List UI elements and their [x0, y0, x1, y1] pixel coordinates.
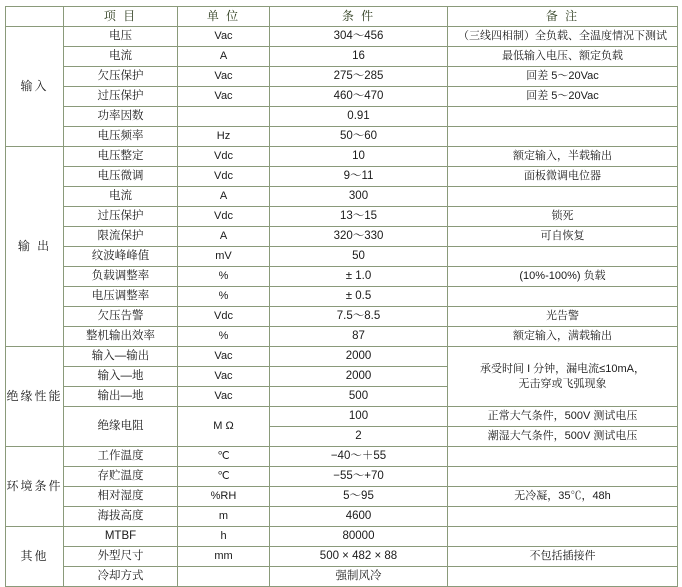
row-item: 电流: [64, 47, 178, 67]
row-condition: 87: [270, 327, 448, 347]
row-unit: Hz: [178, 127, 270, 147]
merged-remark-line1: 承受时间 I 分钟，漏电流≤10mA，: [480, 362, 645, 375]
row-unit: A: [178, 227, 270, 247]
row-unit: mV: [178, 247, 270, 267]
group-label-insulation-text: 绝缘性能: [6, 389, 63, 403]
table-row: [6, 487, 678, 507]
row-remark: 额定输入，满载输出: [448, 327, 678, 347]
table-row: [6, 147, 678, 167]
row-remark: 可自恢复: [448, 227, 678, 247]
row-item: 欠压保护: [64, 67, 178, 87]
row-condition: 500 × 482 × 88: [270, 547, 448, 567]
row-remark: [448, 247, 678, 267]
row-item: 过压保护: [64, 87, 178, 107]
row-condition: −40～＋55: [270, 447, 448, 467]
row-remark: 正常大气条件，500V 测试电压: [448, 407, 678, 427]
group-label-other: [6, 527, 64, 587]
table-row: [6, 447, 678, 467]
row-remark: 不包括插接件: [448, 547, 678, 567]
table-row: [6, 347, 678, 367]
table-row: [6, 67, 678, 87]
row-remark: 回差 5～20Vac: [448, 67, 678, 87]
row-item: 电压频率: [64, 127, 178, 147]
table-body: [6, 27, 678, 587]
row-remark: （三线四相制）全负载、全温度情况下测试: [448, 27, 678, 47]
row-condition: 2000: [270, 367, 448, 387]
row-unit: ℃: [178, 467, 270, 487]
row-item: 过压保护: [64, 207, 178, 227]
group-label-output: 输 出: [6, 147, 64, 347]
row-unit: Vdc: [178, 307, 270, 327]
row-condition: 80000: [270, 527, 448, 547]
row-item: 电流: [64, 187, 178, 207]
table-row: [6, 27, 678, 47]
row-item: 整机输出效率: [64, 327, 178, 347]
row-item: 电压: [64, 27, 178, 47]
header-row: [6, 7, 678, 27]
row-item: 输入—地: [64, 367, 178, 387]
row-condition: 0.91: [270, 107, 448, 127]
row-unit: Vdc: [178, 207, 270, 227]
table-row: [6, 207, 678, 227]
table-row: [6, 307, 678, 327]
table-row: [6, 167, 678, 187]
table-row: [6, 547, 678, 567]
group-label-environment: [6, 447, 64, 527]
row-remark: [448, 447, 678, 467]
table-row: [6, 267, 678, 287]
row-item: 外型尺寸: [64, 547, 178, 567]
row-condition: 320～330: [270, 227, 448, 247]
row-remark: (10%-100%) 负载: [448, 267, 678, 287]
row-condition: 13～15: [270, 207, 448, 227]
table-row: [6, 527, 678, 547]
row-remark-merged: [448, 347, 678, 407]
row-remark: 回差 5～20Vac: [448, 87, 678, 107]
row-unit: Vac: [178, 367, 270, 387]
table-row: [6, 467, 678, 487]
header-item: 项 目: [64, 7, 178, 27]
row-unit: Vac: [178, 387, 270, 407]
table-row: [6, 47, 678, 67]
table-row: [6, 407, 678, 427]
row-condition: 50～60: [270, 127, 448, 147]
table-row: [6, 507, 678, 527]
row-unit: m: [178, 507, 270, 527]
row-condition: 100: [270, 407, 448, 427]
row-item: 负载调整率: [64, 267, 178, 287]
row-remark: 光告警: [448, 307, 678, 327]
row-unit: Vdc: [178, 167, 270, 187]
row-condition: 460～470: [270, 87, 448, 107]
row-unit: %: [178, 267, 270, 287]
table-header: [6, 7, 678, 27]
row-item: 功率因数: [64, 107, 178, 127]
row-item: 冷却方式: [64, 567, 178, 587]
row-condition: 5～95: [270, 487, 448, 507]
row-item: 纹波峰峰值: [64, 247, 178, 267]
row-remark: 锁死: [448, 207, 678, 227]
table-row: [6, 187, 678, 207]
row-item: 限流保护: [64, 227, 178, 247]
row-condition: 50: [270, 247, 448, 267]
table-row: [6, 87, 678, 107]
row-remark: [448, 127, 678, 147]
row-item: 欠压告警: [64, 307, 178, 327]
row-condition: 2000: [270, 347, 448, 367]
group-label-other-text: 其他: [20, 549, 49, 563]
row-unit: A: [178, 187, 270, 207]
row-condition: ± 0.5: [270, 287, 448, 307]
row-unit: ℃: [178, 447, 270, 467]
row-item: 电压微调: [64, 167, 178, 187]
row-condition: 7.5～8.5: [270, 307, 448, 327]
row-remark: 面板微调电位器: [448, 167, 678, 187]
specification-table: [5, 6, 678, 587]
merged-remark-line2: 无击穿或飞弧现象: [518, 377, 607, 390]
row-unit: h: [178, 527, 270, 547]
row-remark: [448, 287, 678, 307]
table-row: [6, 327, 678, 347]
row-unit: Vac: [178, 27, 270, 47]
row-remark: 无冷凝，35℃，48h: [448, 487, 678, 507]
row-condition: 强制风冷: [270, 567, 448, 587]
row-item: 工作温度: [64, 447, 178, 467]
header-remark: 备 注: [448, 7, 678, 27]
row-condition: 10: [270, 147, 448, 167]
table-row: [6, 127, 678, 147]
header-condition: 条 件: [270, 7, 448, 27]
row-remark: [448, 187, 678, 207]
row-condition: 4600: [270, 507, 448, 527]
row-unit: Vac: [178, 67, 270, 87]
group-label-input: 输入: [6, 27, 64, 147]
row-remark: [448, 107, 678, 127]
row-condition: 275～285: [270, 67, 448, 87]
group-label-insulation: [6, 347, 64, 447]
row-unit: [178, 107, 270, 127]
row-condition: −55～+70: [270, 467, 448, 487]
table-row: [6, 227, 678, 247]
row-remark: 最低输入电压、额定负载: [448, 47, 678, 67]
row-condition: 300: [270, 187, 448, 207]
row-item: 电压调整率: [64, 287, 178, 307]
row-remark: 额定输入，半载输出: [448, 147, 678, 167]
row-condition: 9～11: [270, 167, 448, 187]
row-unit: Vdc: [178, 147, 270, 167]
row-remark: [448, 467, 678, 487]
header-group-blank: [6, 7, 64, 27]
row-item: 输入—输出: [64, 347, 178, 367]
table-row: [6, 107, 678, 127]
row-unit: Vac: [178, 87, 270, 107]
row-item: 存贮温度: [64, 467, 178, 487]
row-item: 电压整定: [64, 147, 178, 167]
row-item: 海拔高度: [64, 507, 178, 527]
row-unit: %RH: [178, 487, 270, 507]
row-condition: 16: [270, 47, 448, 67]
row-condition: 2: [270, 427, 448, 447]
row-item: 相对湿度: [64, 487, 178, 507]
row-remark: 潮湿大气条件，500V 测试电压: [448, 427, 678, 447]
row-unit: %: [178, 287, 270, 307]
row-remark: [448, 527, 678, 547]
group-label-environment-text: 环境条件: [6, 479, 63, 493]
row-condition: 304～456: [270, 27, 448, 47]
row-condition: ± 1.0: [270, 267, 448, 287]
row-unit: %: [178, 327, 270, 347]
table-row: [6, 287, 678, 307]
row-unit: Vac: [178, 347, 270, 367]
row-item: MTBF: [64, 527, 178, 547]
row-unit: M Ω: [178, 407, 270, 447]
table-row: [6, 247, 678, 267]
row-condition: 500: [270, 387, 448, 407]
header-unit: 单 位: [178, 7, 270, 27]
row-unit: A: [178, 47, 270, 67]
row-remark: [448, 507, 678, 527]
row-item: 输出—地: [64, 387, 178, 407]
row-item: 绝缘电阻: [64, 407, 178, 447]
row-unit: mm: [178, 547, 270, 567]
